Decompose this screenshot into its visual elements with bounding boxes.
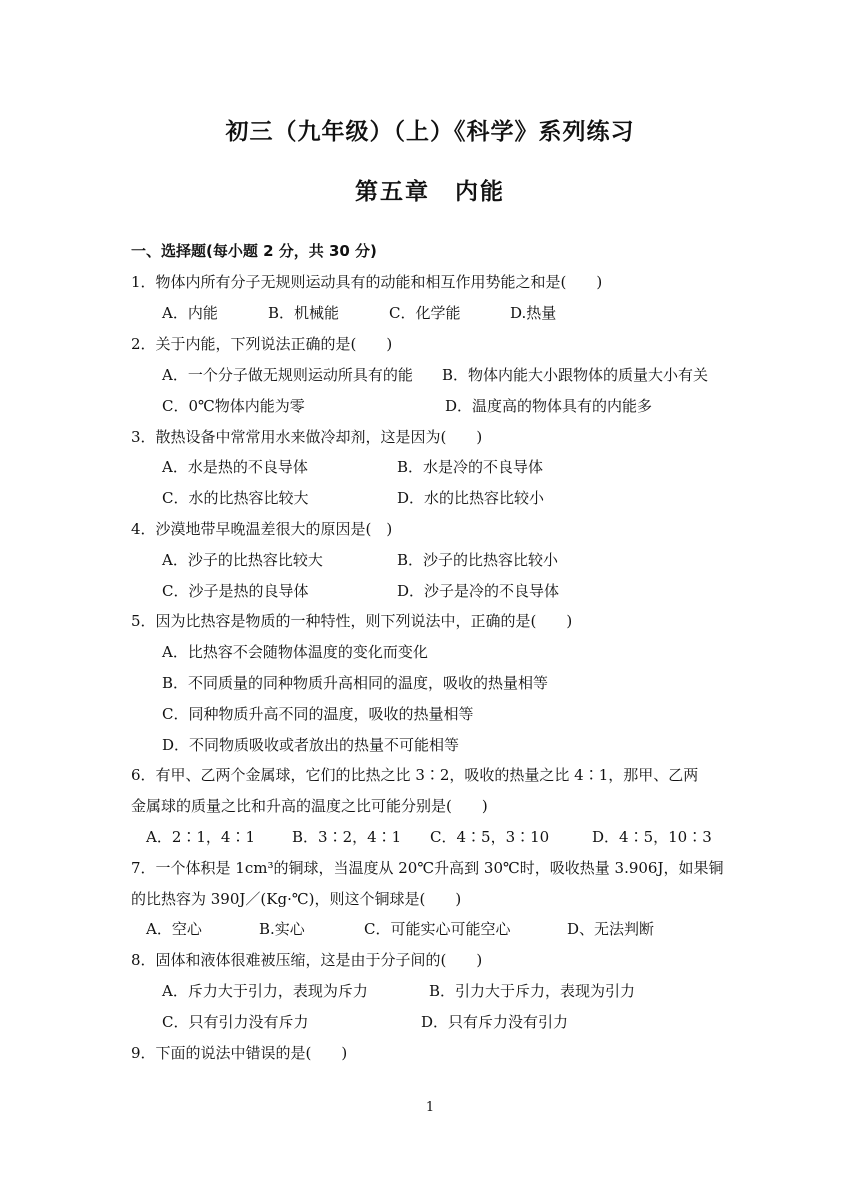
question-8-option-a: A．斥力大于引力，表现为斥力 (162, 982, 368, 1000)
question-1-option-d: D.热量 (510, 304, 557, 322)
question-3-option-c: C．水的比热容比较大 (162, 489, 309, 507)
question-7-option-a: A．空心 (146, 920, 202, 938)
question-6-option-d: D．4∶5，10∶3 (592, 828, 712, 846)
question-9-stem: 9．下面的说法中错误的是( ) (131, 1044, 348, 1062)
question-2-option-c: C．0℃物体内能为零 (162, 397, 305, 415)
question-6-stem-line-1: 6．有甲、乙两个金属球，它们的比热之比 3∶2，吸收的热量之比 4∶1，那甲、乙两 (131, 766, 699, 784)
question-6-option-c: C．4∶5，3∶10 (430, 828, 550, 846)
question-4-option-a: A．沙子的比热容比较大 (162, 551, 323, 569)
question-8-stem: 8．固体和液体很难被压缩，这是由于分子间的( ) (131, 951, 483, 969)
question-4-option-d: D．沙子是冷的不良导体 (397, 582, 560, 600)
question-4-option-c: C．沙子是热的良导体 (162, 582, 309, 600)
question-3-option-a: A．水是热的不良导体 (162, 458, 308, 476)
question-6-stem-line-2: 金属球的质量之比和升高的温度之比可能分别是( ) (131, 797, 488, 815)
question-8-option-c: C．只有引力没有斥力 (162, 1013, 309, 1031)
question-2-option-d: D．温度高的物体具有的内能多 (445, 397, 653, 415)
question-4-option-b: B．沙子的比热容比较小 (397, 551, 559, 569)
question-1-option-c: C．化学能 (389, 304, 461, 322)
question-2-option-b: B．物体内能大小跟物体的质量大小有关 (442, 366, 709, 384)
page-number: 1 (425, 1100, 435, 1115)
question-5-stem: 5．因为比热容是物质的一种特性，则下列说法中，正确的是( ) (131, 612, 573, 630)
question-6-option-a: A．2∶1，4∶1 (146, 828, 256, 846)
question-4-stem: 4．沙漠地带早晚温差很大的原因是( ) (131, 520, 393, 538)
question-7-stem-line-1: 7．一个体积是 1cm³的铜球，当温度从 20℃升高到 30℃时，吸收热量 3.906J，如果铜 (131, 859, 724, 877)
question-6-option-b: B．3∶2，4∶1 (292, 828, 402, 846)
question-2-stem: 2．关于内能，下列说法正确的是( ) (131, 335, 393, 353)
question-5-option-a: A．比热容不会随物体温度的变化而变化 (162, 643, 428, 661)
question-1-stem: 1．物体内所有分子无规则运动具有的动能和相互作用势能之和是( ) (131, 273, 603, 291)
question-7-option-d: D、无法判断 (567, 920, 655, 938)
question-5-option-d: D．不同物质吸收或者放出的热量不可能相等 (162, 736, 460, 754)
question-1-option-b: B．机械能 (268, 304, 340, 322)
question-8-option-b: B．引力大于斥力，表现为引力 (429, 982, 636, 1000)
chapter-title: 第五章 内能 (355, 179, 505, 205)
question-5-option-b: B．不同质量的同种物质升高相同的温度，吸收的热量相等 (162, 674, 549, 692)
document-title: 初三（九年级）（上）《科学》系列练习 (225, 119, 635, 145)
question-8-option-d: D．只有斥力没有引力 (421, 1013, 569, 1031)
question-7-stem-line-2: 的比热容为 390J／(Kg·℃)，则这个铜球是( ) (131, 890, 462, 908)
question-7-option-b: B.实心 (259, 920, 305, 938)
question-2-option-a: A．一个分子做无规则运动所具有的能 (162, 366, 413, 384)
question-5-option-c: C．同种物质升高不同的温度，吸收的热量相等 (162, 705, 474, 723)
question-7-option-c: C．可能实心可能空心 (364, 920, 511, 938)
question-3-option-d: D．水的比热容比较小 (397, 489, 545, 507)
question-3-option-b: B．水是冷的不良导体 (397, 458, 544, 476)
section-heading: 一、选择题(每小题 2 分，共 30 分) (131, 242, 377, 260)
question-3-stem: 3．散热设备中常常用水来做冷却剂，这是因为( ) (131, 428, 483, 446)
question-1-option-a: A．内能 (162, 304, 218, 322)
